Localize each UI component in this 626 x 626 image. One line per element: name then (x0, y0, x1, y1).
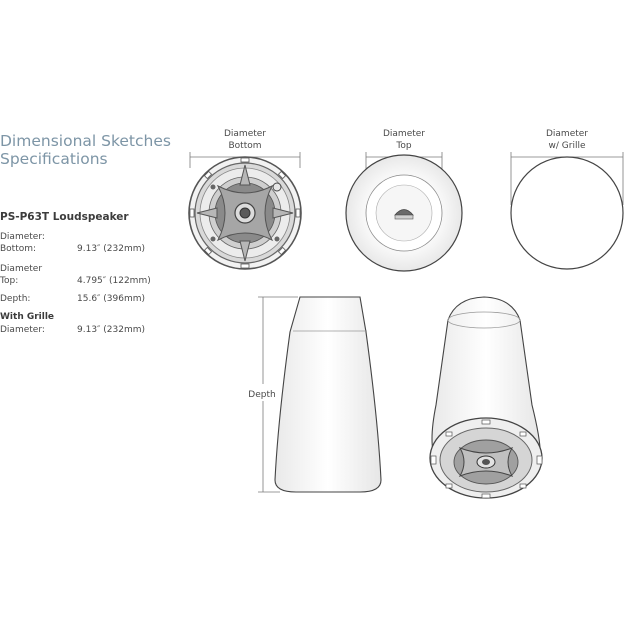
spec-diameter-top-value: 4.795″ (122mm) (77, 276, 151, 286)
spec-depth-value: 15.6″ (396mm) (77, 294, 145, 304)
model-name: PS-P63T Loudspeaker (0, 211, 129, 223)
grille-view-label-1: Diameter (545, 129, 589, 139)
heading-line-2: Specifications (0, 150, 108, 168)
spec-depth-label: Depth: (0, 294, 31, 304)
side-view (248, 297, 381, 492)
top-view-label-2: Top (396, 141, 412, 151)
bottom-view (189, 129, 301, 269)
grille-heading: With Grille (0, 312, 55, 322)
perspective-baffle (430, 418, 542, 498)
bottom-view-label-2: Bottom (228, 141, 262, 151)
bottom-view-body (189, 157, 301, 269)
spec-grille-diameter-value: 9.13″ (232mm) (77, 325, 145, 335)
grille-view-label-2: w/ Grille (548, 141, 586, 151)
spec-diameter-bottom-label-2: Bottom: (0, 244, 37, 254)
spec-diameter-bottom-value: 9.13″ (232mm) (77, 244, 145, 254)
side-view-body (275, 297, 381, 492)
top-view-label-1: Diameter (382, 129, 426, 139)
spec-diameter-top-label-2: Top: (0, 276, 19, 286)
spec-diameter-bottom-label-1: Diameter: (0, 232, 45, 242)
spec-diameter-top-label-1: Diameter (0, 264, 43, 274)
depth-label: Depth (248, 390, 276, 400)
grille-view (511, 129, 623, 269)
spec-grille-diameter-label: Diameter: (0, 325, 45, 335)
bottom-view-label-1: Diameter (223, 129, 267, 139)
heading-line-1: Dimensional Sketches (0, 132, 171, 150)
top-view (346, 129, 462, 271)
perspective-view (430, 297, 542, 498)
